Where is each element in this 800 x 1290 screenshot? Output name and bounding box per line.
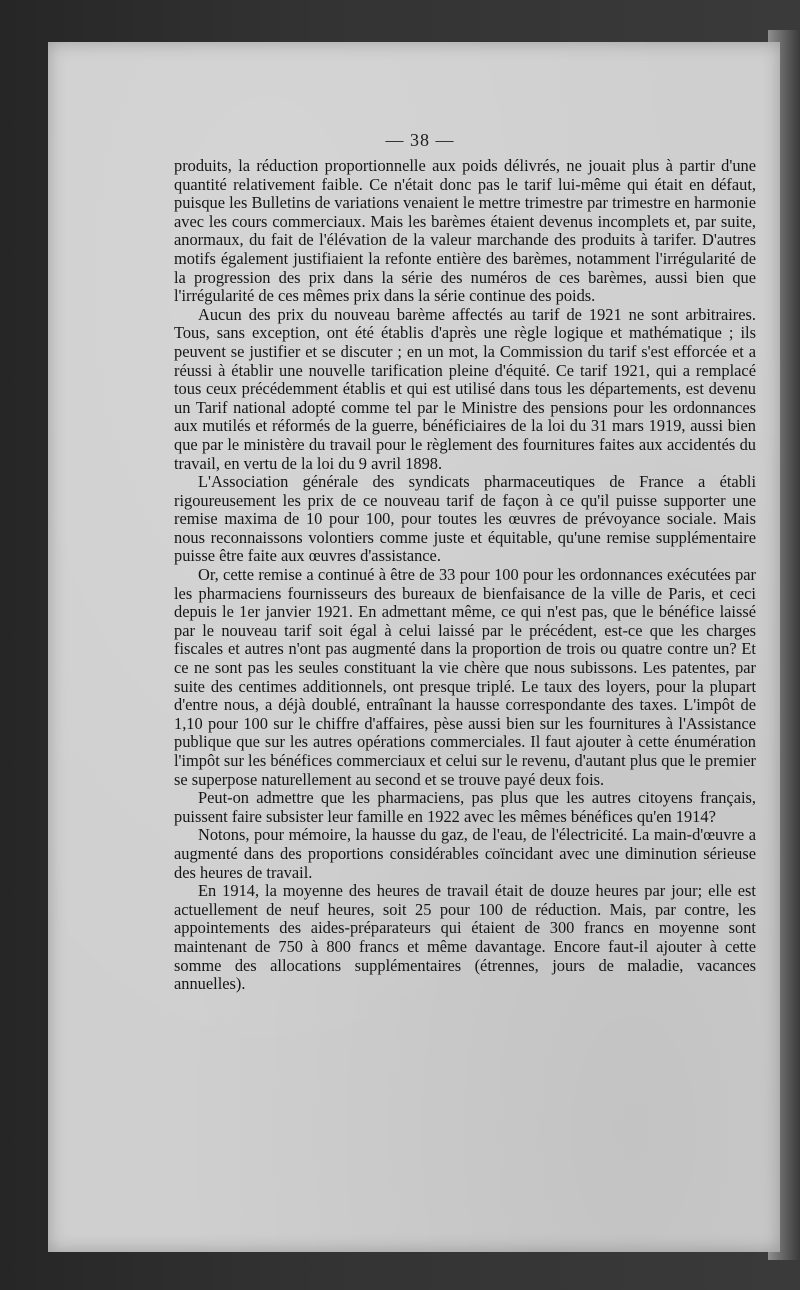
- paragraph-5: Peut-on admettre que les pharmaciens, pas plus que les autres citoyens français, puissent faire subsister leur famille en 1922 avec les mêmes bénéfices qu'en 1914?: [174, 788, 756, 826]
- paragraph-7: En 1914, la moyenne des heures de travail était de douze heures par jour; elle est actuellement de neuf heures, soit 25 pour 100 de réduction. Mais, par contre, les appointements des aides-préparateurs qui étaient de 300 francs en moyenne sont maintenant de 750 à 800 francs et même davantage. Encore faut-il ajouter à cette somme des allocations supplémentaires (étrennes, jours de maladie, vacances annuelles).: [174, 881, 756, 994]
- body-text: [174, 157, 756, 994]
- paragraph-6: Notons, pour mémoire, la hausse du gaz, de l'eau, de l'électricité. La main-d'œuvre a augmenté dans des proportions considérables coïncidant avec une diminution sérieuse des heures de travail.: [174, 825, 756, 882]
- paragraph-3: L'Association générale des syndicats pharmaceutiques de France a établi rigoureusement les prix de ce nouveau tarif de façon à ce qu'il puisse supporter une remise maxima de 10 pour 100, pour toutes les œuvres de prévoyance sociale. Mais nous reconnaissons volontiers comme juste et équitable, qu'une remise supplémentaire puisse être faite aux œuvres d'assistance.: [174, 472, 756, 566]
- page-number: — 38 —: [385, 130, 455, 150]
- paragraph-2: Aucun des prix du nouveau barème affectés au tarif de 1921 ne sont arbitraires. Tous, sans exception, ont été établis d'après une règle logique et mathématique ; ils peuvent se justifier et se discuter ; en un mot, la Commission du tarif s'est efforcée et a réussi à établir une nouvelle tarification pleine d'équité. Ce tarif 1921, qui a remplacé tous ceux précédemment établis et qui est utilisé dans tous les départements, est devenu un Tarif national adopté comme tel par le Ministre des pensions pour les ordonnances aux mutilés et réformés de la guerre, bénéficiaires de la loi du 31 mars 1919, aussi bien que par le ministère du travail pour le règlement des fournitures faites aux accidentés du travail, en vertu de la loi du 9 avril 1898.: [174, 304, 756, 473]
- paragraph-1: produits, la réduction proportionnelle aux poids délivrés, ne jouait plus à partir d'une quantité relativement faible. Ce n'était donc pas le tarif lui-même qui était en défaut, puisque les Bulletins de variations venaient le mettre trimestre par trimestre en harmonie avec les cours commerciaux. Mais les barèmes étaient devenus incomplets et, par suite, anormaux, du fait de l'élévation de la valeur marchande des produits à tarifer. D'autres motifs également justifiaient la refonte entière des barèmes, notamment l'irrégularité de la progression des prix dans la série des numéros de ces barèmes, aussi bien que l'irrégularité de ces mêmes prix dans la série continue des poids.: [174, 156, 756, 306]
- paragraph-4: Or, cette remise a continué à être de 33 pour 100 pour les ordonnances exécutées par les pharmaciens fournisseurs des bureaux de bienfaisance de la ville de Paris, et ceci depuis le 1er janvier 1921. En admettant même, ce qui n'est pas, que le bénéfice laissé par le nouveau tarif soit égal à celui laissé par le précédent, est-ce que les charges fiscales et autres n'ont pas augmenté dans la proportion de trois ou quatre contre un? Et ce ne sont pas les seules constituant la vie chère que nous subissons. Les patentes, par suite des centimes additionnels, ont presque triplé. Le taux des loyers, pour la plupart d'entre nous, a déjà doublé, entraînant la hausse correspondante des taxes. L'impôt de 1,10 pour 100 sur le chiffre d'affaires, pèse aussi bien sur les fournitures à l'Assistance publique que sur les autres opérations commerciales. Il faut ajouter à cette énumération l'impôt sur les bénéfices commerciaux et celui sur le revenu, d'autant plus que le premier se superpose naturellement au second et se trouve payé deux fois.: [174, 565, 756, 789]
